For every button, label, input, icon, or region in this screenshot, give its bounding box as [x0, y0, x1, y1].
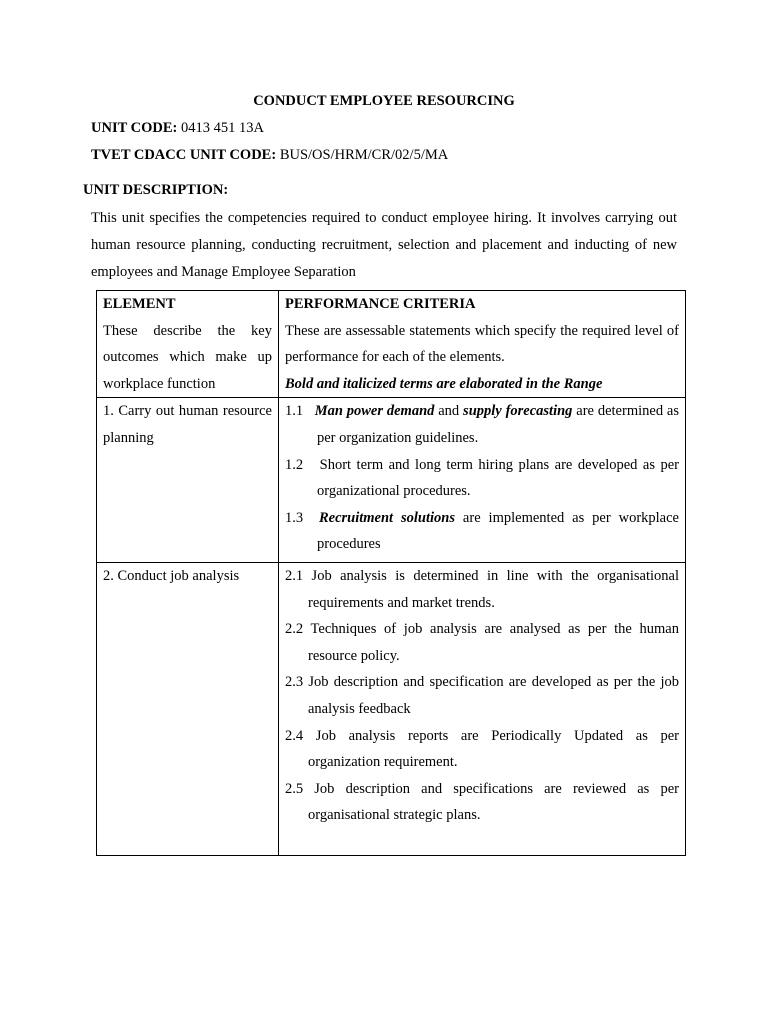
tvet-code-label: TVET CDACC UNIT CODE: — [91, 147, 277, 163]
criterion-number: 2.2 — [285, 621, 304, 638]
unit-code-line — [91, 120, 264, 137]
criteria-header-cell — [279, 291, 686, 398]
criteria-header-note: Bold and italicized terms are elaborated in the Range — [285, 375, 603, 392]
criterion — [285, 398, 679, 451]
page-title: CONDUCT EMPLOYEE RESOURCING — [253, 93, 515, 109]
criterion — [285, 616, 679, 669]
performance-table — [96, 290, 686, 856]
criterion-text: are determined as per organization guidelines. — [317, 403, 679, 446]
criterion-term: Recruitment solutions — [318, 509, 456, 526]
criterion — [285, 505, 679, 558]
criterion-number: 2.3 — [285, 674, 304, 691]
criterion-number: 2.1 — [285, 567, 304, 584]
criterion-number: 1.3 — [285, 509, 304, 526]
unit-code-label: UNIT CODE: — [91, 120, 178, 136]
table-row — [97, 562, 686, 855]
element-header-desc: These describe the key outcomes which make up workplace function — [103, 322, 272, 392]
criterion-number: 1.2 — [285, 456, 304, 473]
criterion — [285, 776, 679, 829]
criterion — [285, 723, 679, 776]
criterion — [285, 452, 679, 505]
criterion-text: Job analysis is determined in line with the organisational requirements and market trends. — [308, 567, 679, 611]
element-cell: 2. Conduct job analysis — [97, 562, 279, 855]
unit-code-value: 0413 451 13A — [177, 120, 264, 136]
table-row — [97, 398, 686, 563]
unit-description-heading: UNIT DESCRIPTION: — [83, 182, 229, 198]
table-header-row — [97, 291, 686, 398]
criterion — [285, 669, 679, 722]
criterion-text: Techniques of job analysis are analysed as per the human resource policy. — [308, 621, 679, 664]
element-header-title: ELEMENT — [103, 296, 176, 312]
element-cell: 1. Carry out human resource planning — [97, 398, 279, 563]
criterion-text: Job description and specifications are reviewed as per organisational strategic plans. — [308, 780, 679, 824]
criterion-text: Job description and specification are developed as per the job analysis feedback — [308, 674, 679, 717]
criterion-text: Job analysis reports are Periodically Updated as per organization requirement. — [308, 727, 680, 771]
element-header-cell — [97, 291, 279, 398]
criteria-header-title: PERFORMANCE CRITERIA — [285, 296, 476, 312]
criterion-text: and — [434, 403, 464, 420]
criterion-number: 1.1 — [285, 403, 304, 420]
tvet-code-value: BUS/OS/HRM/CR/02/5/MA — [276, 147, 449, 163]
criterion-term: Man power demand — [314, 403, 435, 420]
criterion-number: 2.5 — [285, 780, 304, 797]
criterion-number: 2.4 — [285, 727, 304, 744]
criterion-text: are implemented as per workplace procedures — [317, 509, 679, 553]
tvet-code-line — [91, 147, 448, 164]
criteria-cell — [279, 562, 686, 855]
criteria-header-desc: These are assessable statements which specify the required level of performance for each of the elements. — [285, 322, 679, 366]
criterion — [285, 563, 679, 616]
criterion-term: supply forecasting — [463, 403, 573, 420]
unit-description-text: This unit specifies the competencies required to conduct employee hiring. It involves carrying out human resource planning, conducting recruitment, selection and placement and inducting of new employees and Manage Employee Separation — [91, 210, 677, 280]
criteria-cell — [279, 398, 686, 563]
criterion-text: Short term and long term hiring plans are developed as per organizational procedures. — [317, 456, 680, 500]
